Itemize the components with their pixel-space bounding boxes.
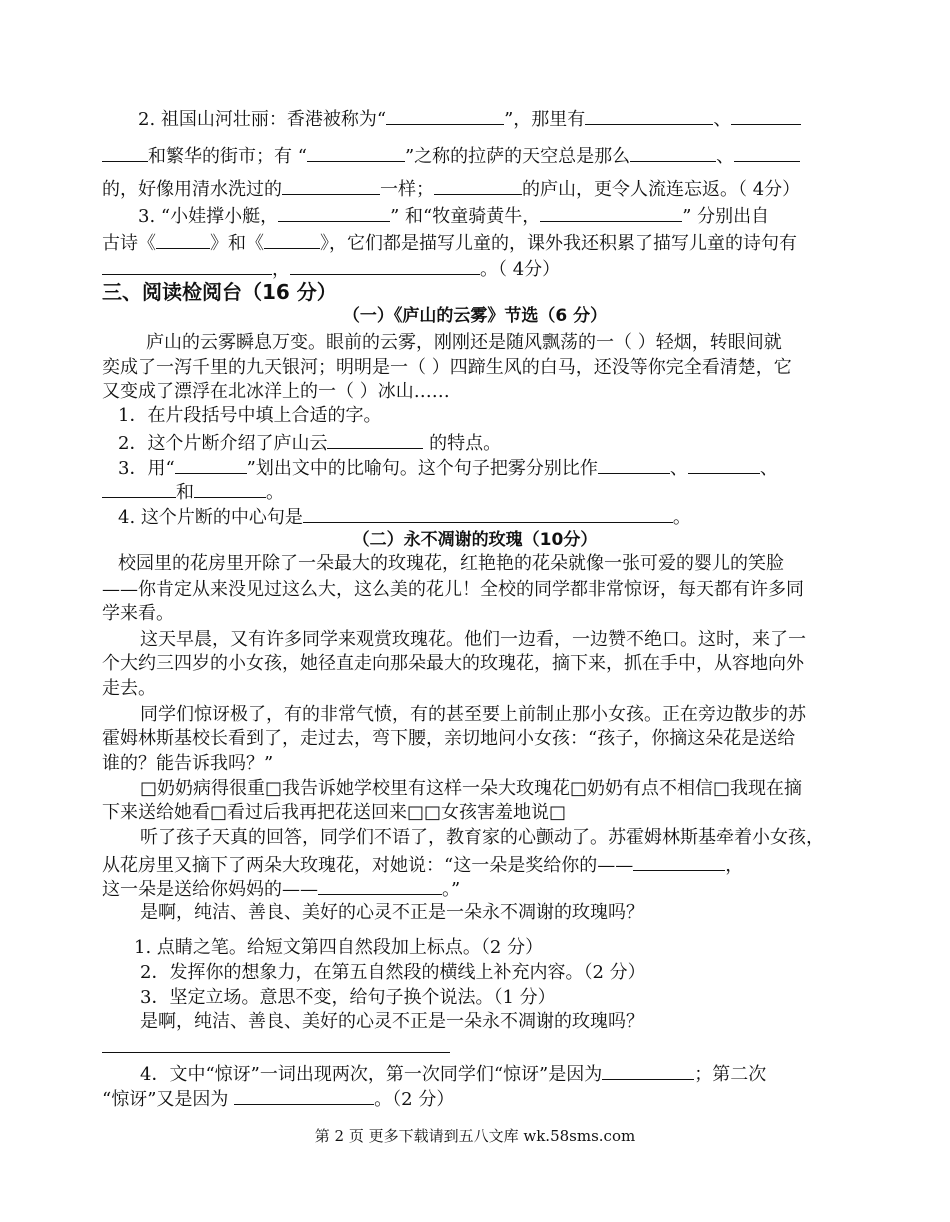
blank[interactable]: [194, 479, 266, 498]
text: 4. 这个片断的中心句是: [118, 507, 303, 528]
blank[interactable]: [633, 852, 725, 871]
text: 、: [716, 146, 735, 167]
p1-question-2: [118, 430, 501, 456]
text: 。: [672, 507, 691, 528]
q3-line-2: [102, 230, 797, 256]
text: 4．文中“惊讶”一词出现两次，第一次同学们“惊讶”是因为: [140, 1064, 603, 1085]
blank[interactable]: [731, 106, 801, 125]
text: ；第二次: [694, 1064, 767, 1085]
passage-2-text: 听了孩子天真的回答，同学们不语了，教育家的心颤动了。苏霍姆林斯基牵着小女孩，: [140, 827, 824, 848]
blank[interactable]: [175, 455, 247, 474]
blank[interactable]: [630, 143, 716, 162]
text: 的庐山，更令人流连忘返。（ 4分）: [522, 179, 801, 200]
punctuation-exercise: □奶奶病得很重□我告诉她学校里有这样一朵大玫瑰花□奶奶有点不相信□我现在摘: [140, 778, 803, 799]
text: 3. “小娃撑小艇，: [138, 206, 279, 227]
passage-2-text: 同学们惊讶极了，有的非常气愤，有的甚至要上前制止那小女孩。正在旁边散步的苏: [140, 704, 806, 725]
text: 、: [669, 458, 688, 479]
blank[interactable]: [156, 230, 210, 249]
text: 一样；: [380, 179, 434, 200]
p2-question-2: 2．发挥你的想象力，在第五自然段的横线上补充内容。（2 分）: [140, 962, 646, 983]
passage-2-text: 是啊，纯洁、善良、美好的心灵不正是一朵永不凋谢的玫瑰吗？: [140, 902, 644, 923]
blank[interactable]: [540, 203, 682, 222]
blank[interactable]: [307, 143, 405, 162]
text: ”划出文中的比喻句。这个句子把雾分别比作: [246, 458, 598, 479]
blank[interactable]: [290, 256, 480, 275]
text: 、: [759, 458, 778, 479]
blank[interactable]: [598, 455, 670, 474]
passage-2-text: 校园里的花房里开除了一朵最大的玫瑰花，红艳艳的花朵就像一张可爱的婴儿的笑脸: [118, 553, 784, 574]
text: 。（ 4分）: [480, 259, 561, 280]
passage-2-text: 学来看。: [102, 603, 174, 624]
text: 从花房里又摘下了两朵大玫瑰花，对她说：“这一朵是奖给你的——: [102, 855, 634, 876]
blank[interactable]: [264, 230, 320, 249]
text: 3．用“: [118, 458, 175, 479]
text: ”，那里有: [504, 109, 586, 130]
p1-question-3-cont: [102, 479, 284, 505]
text: ” 分别出自: [682, 206, 770, 227]
text: “惊讶”又是因为: [102, 1089, 235, 1110]
p2-question-4-cont: [102, 1086, 454, 1112]
blank[interactable]: [602, 1061, 694, 1080]
section-title: 三、阅读检阅台（16 分）: [102, 280, 337, 304]
page-footer: 第 2 页 更多下载请到五八文库 wk.58sms.com: [314, 1127, 636, 1145]
q3-line-3: [102, 256, 560, 282]
text: 。（2 分）: [374, 1089, 455, 1110]
passage-2-text: 走去。: [102, 678, 156, 699]
passage-2-text: [102, 852, 743, 878]
text: 2. 祖国山河壮丽：香港被称为“: [138, 109, 387, 130]
text: 的特点。: [423, 433, 502, 454]
blank[interactable]: [282, 176, 380, 195]
blank[interactable]: [102, 479, 176, 498]
punctuation-exercise: 下来送给她看□看过后我再把花送回来□□女孩害羞地说□: [102, 802, 567, 823]
text: ” 和“牧童骑黄牛，: [390, 206, 541, 227]
passage-2-text: ——你肯定从来没见过这么大，这么美的花儿！全校的同学都非常惊讶，每天都有许多同: [102, 579, 804, 600]
text: 2．这个片断介绍了庐山云: [118, 433, 328, 454]
text: 。: [266, 482, 284, 503]
text: 、: [713, 109, 732, 130]
q2-line-3: [102, 176, 800, 202]
q2-line-2: [102, 143, 800, 169]
passage-2-text: 霍姆林斯基校长看到了，走过去，弯下腰，亲切地问小女孩：“孩子，你摘这朵花是送给: [102, 728, 796, 749]
blank[interactable]: [386, 106, 504, 125]
p2-question-1: 1. 点睛之笔。给短文第四自然段加上标点。（2 分）: [134, 937, 544, 958]
blank[interactable]: [327, 430, 423, 449]
p2-question-4: [140, 1061, 766, 1087]
passage-2-text: 个大约三四岁的小女孩，她径直走向那朵最大的玫瑰花，摘下来，抓在手中，从容地向外: [102, 653, 804, 674]
text: 和: [176, 482, 194, 503]
blank[interactable]: [102, 143, 148, 162]
text: 》，它们都是描写儿童的，课外我还积累了描写儿童的诗句有: [320, 233, 797, 254]
p1-question-1: 1．在片段括号中填上合适的字。: [118, 405, 382, 426]
blank[interactable]: [434, 176, 522, 195]
blank[interactable]: [688, 455, 760, 474]
passage-1-text: 庐山的云雾瞬息万变。眼前的云雾，刚刚还是随风飘荡的一（ ）轻烟，转眼间就: [146, 332, 782, 353]
passage-1-text: 又变成了漂浮在北冰洋上的一（ ）冰山……: [102, 381, 450, 402]
text: 古诗《: [102, 233, 156, 254]
text: ，: [272, 259, 290, 280]
passage-1-text: 奕成了一泻千里的九天银河；明明是一（ ）四蹄生风的白马，还没等你完全看清楚，它: [102, 357, 792, 378]
blank[interactable]: [318, 876, 442, 895]
passage-2-text: 这天早晨，又有许多同学来观赏玫瑰花。他们一边看，一边赞不绝口。这时，来了一: [140, 629, 806, 650]
text: 》和《: [210, 233, 264, 254]
p2-question-3-sentence: 是啊，纯洁、善良、美好的心灵不正是一朵永不凋谢的玫瑰吗？: [140, 1011, 644, 1032]
text: 和繁华的街市；有 “: [148, 146, 307, 167]
blank[interactable]: [585, 106, 713, 125]
text: 的，好像用清水洗过的: [102, 179, 282, 200]
passage-2-text: [102, 876, 460, 902]
text: 这一朵是送给你妈妈的——: [102, 879, 318, 900]
text: ，: [725, 855, 744, 876]
passage-2-text: 谁的？能告诉我吗？”: [102, 753, 274, 774]
blank[interactable]: [102, 256, 272, 275]
blank[interactable]: [278, 203, 390, 222]
q2-line-1: [138, 106, 801, 132]
blank[interactable]: [303, 504, 673, 523]
text: 。”: [442, 879, 461, 900]
answer-line[interactable]: [102, 1052, 450, 1053]
text: ”之称的拉萨的天空总是那么: [404, 146, 631, 167]
q3-line-1: [138, 203, 769, 229]
p1-question-3: [118, 455, 778, 481]
blank[interactable]: [234, 1086, 374, 1105]
p2-question-3: 3．坚定立场。意思不变，给句子换个说法。（1 分）: [140, 987, 556, 1008]
blank[interactable]: [734, 143, 800, 162]
passage-2-title: （二）永不凋谢的玫瑰（10分）: [352, 530, 598, 550]
p1-question-4: [118, 504, 691, 530]
passage-1-title: （一）《庐山的云雾》节选（6 分）: [342, 306, 608, 326]
